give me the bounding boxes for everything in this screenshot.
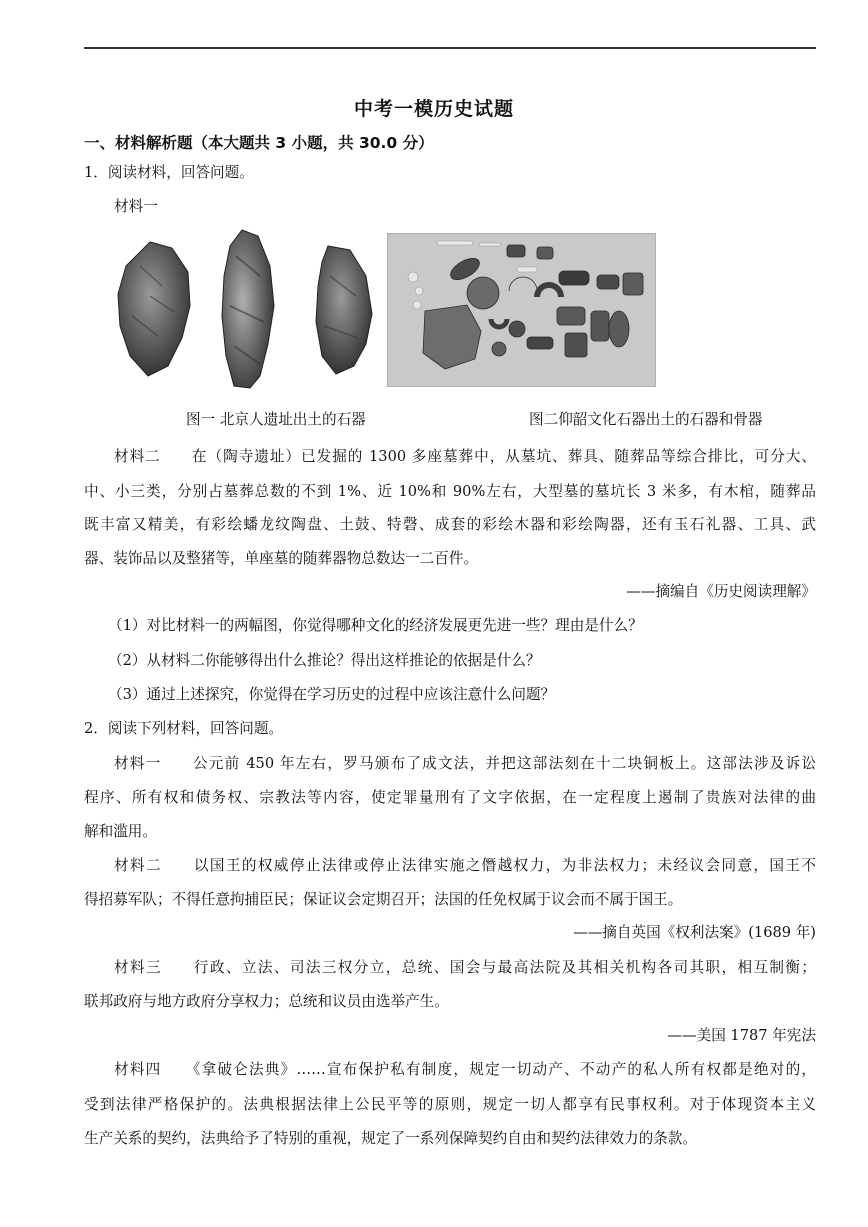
q1-sub-question-3: （3）通过上述探究，你觉得在学习历史的过程中应该注意什么问题？	[108, 686, 556, 703]
q2-material3-line: 材料三 行政、立法、司法三权分立，总统、国会与最高法院及其相关机构各司其职，相互制衡；	[114, 959, 816, 976]
q2-material2-source: ——摘自英国《权利法案》(1689 年)	[573, 924, 816, 941]
q1-material2-line: 材料二 在（陶寺遗址）已发掘的 1300 多座墓葬中，从墓坑、葬具、随葬品等综合排比，可分大、	[114, 448, 816, 465]
q1-sub-question-1: （1）对比材料一的两幅图，你觉得哪种文化的经济发展更先进一些？理由是什么？	[108, 617, 643, 634]
q2-material2-line: 得招募军队；不得任意拘捕臣民；保证议会定期召开；法国的任免权属于议会而不属于国王。	[84, 891, 683, 908]
q1-material1-label: 材料一	[114, 198, 158, 215]
q1-material2-line: 既丰富又精美，有彩绘蟠龙纹陶盘、土鼓、特磬、成套的彩绘木器和彩绘陶器，还有玉石礼器、工具、武	[84, 516, 816, 533]
section-heading: 一、材料解析题（本大题共 3 小题，共 30.0 分）	[84, 134, 434, 152]
q1-material2-line: 器、装饰品以及整猪等，单座墓的随葬器物总数达一二百件。	[84, 550, 479, 567]
q2-material2-line: 材料二 以国王的权威停止法律或停止法律实施之僭越权力，为非法权力；未经议会同意，国王不	[114, 857, 816, 874]
q1-sub-question-2: （2）从材料二你能够得出什么推论？得出这样推论的依据是什么？	[108, 652, 541, 669]
header-rule	[84, 47, 816, 49]
figure-2-stone-bone-artifacts-image	[387, 233, 656, 387]
question-2-prompt: 2．阅读下列材料，回答问题。	[84, 720, 284, 737]
question-1-prompt: 1．阅读材料，回答问题。	[84, 164, 254, 181]
figure-2-caption: 图二仰韶文化石器出土的石器和骨器	[529, 411, 763, 428]
q2-material1-line: 程序、所有权和债务权、宗教法等内容，使定罪量刑有了文字依据，在一定程度上遏制了贵族对法律的曲	[84, 789, 816, 806]
q2-material1-line: 解和滥用。	[84, 823, 157, 840]
figure-1-caption: 图一 北京人遗址出土的石器	[186, 411, 366, 428]
figure-1-stone-tools-image	[110, 226, 386, 392]
stone-tool-2	[222, 230, 274, 388]
page-title: 中考一模历史试题	[353, 98, 514, 120]
q1-material2-source: ——摘编自《历史阅读理解》	[626, 583, 816, 600]
q2-material4-line: 受到法律严格保护的。法典根据法律上公民平等的原则，规定一切人都享有民事权利。对于体现资本主义	[84, 1096, 816, 1113]
q2-material4-line: 生产关系的契约，法典给予了特别的重视，规定了一系列保障契约自由和契约法律效力的条款。	[84, 1130, 697, 1147]
q2-material1-line: 材料一 公元前 450 年左右，罗马颁布了成文法，并把这部法刻在十二块铜板上。这部法涉及诉讼	[114, 755, 816, 772]
q2-material4-line: 材料四 《拿破仑法典》……宣布保护私有制度，规定一切动产、不动产的私人所有权都是绝对的，	[114, 1061, 816, 1078]
stone-tool-3	[316, 246, 372, 374]
q1-material2-line: 中、小三类，分别占墓葬总数的不到 1%、近 10%和 90%左右，大型墓的墓坑长 3 米多，有木棺，随葬品	[84, 483, 816, 500]
q2-material3-source: ——美国 1787 年宪法	[667, 1027, 816, 1044]
stone-tool-1	[118, 242, 190, 376]
q2-material3-line: 联邦政府与地方政府分享权力；总统和议员由选举产生。	[84, 993, 449, 1010]
